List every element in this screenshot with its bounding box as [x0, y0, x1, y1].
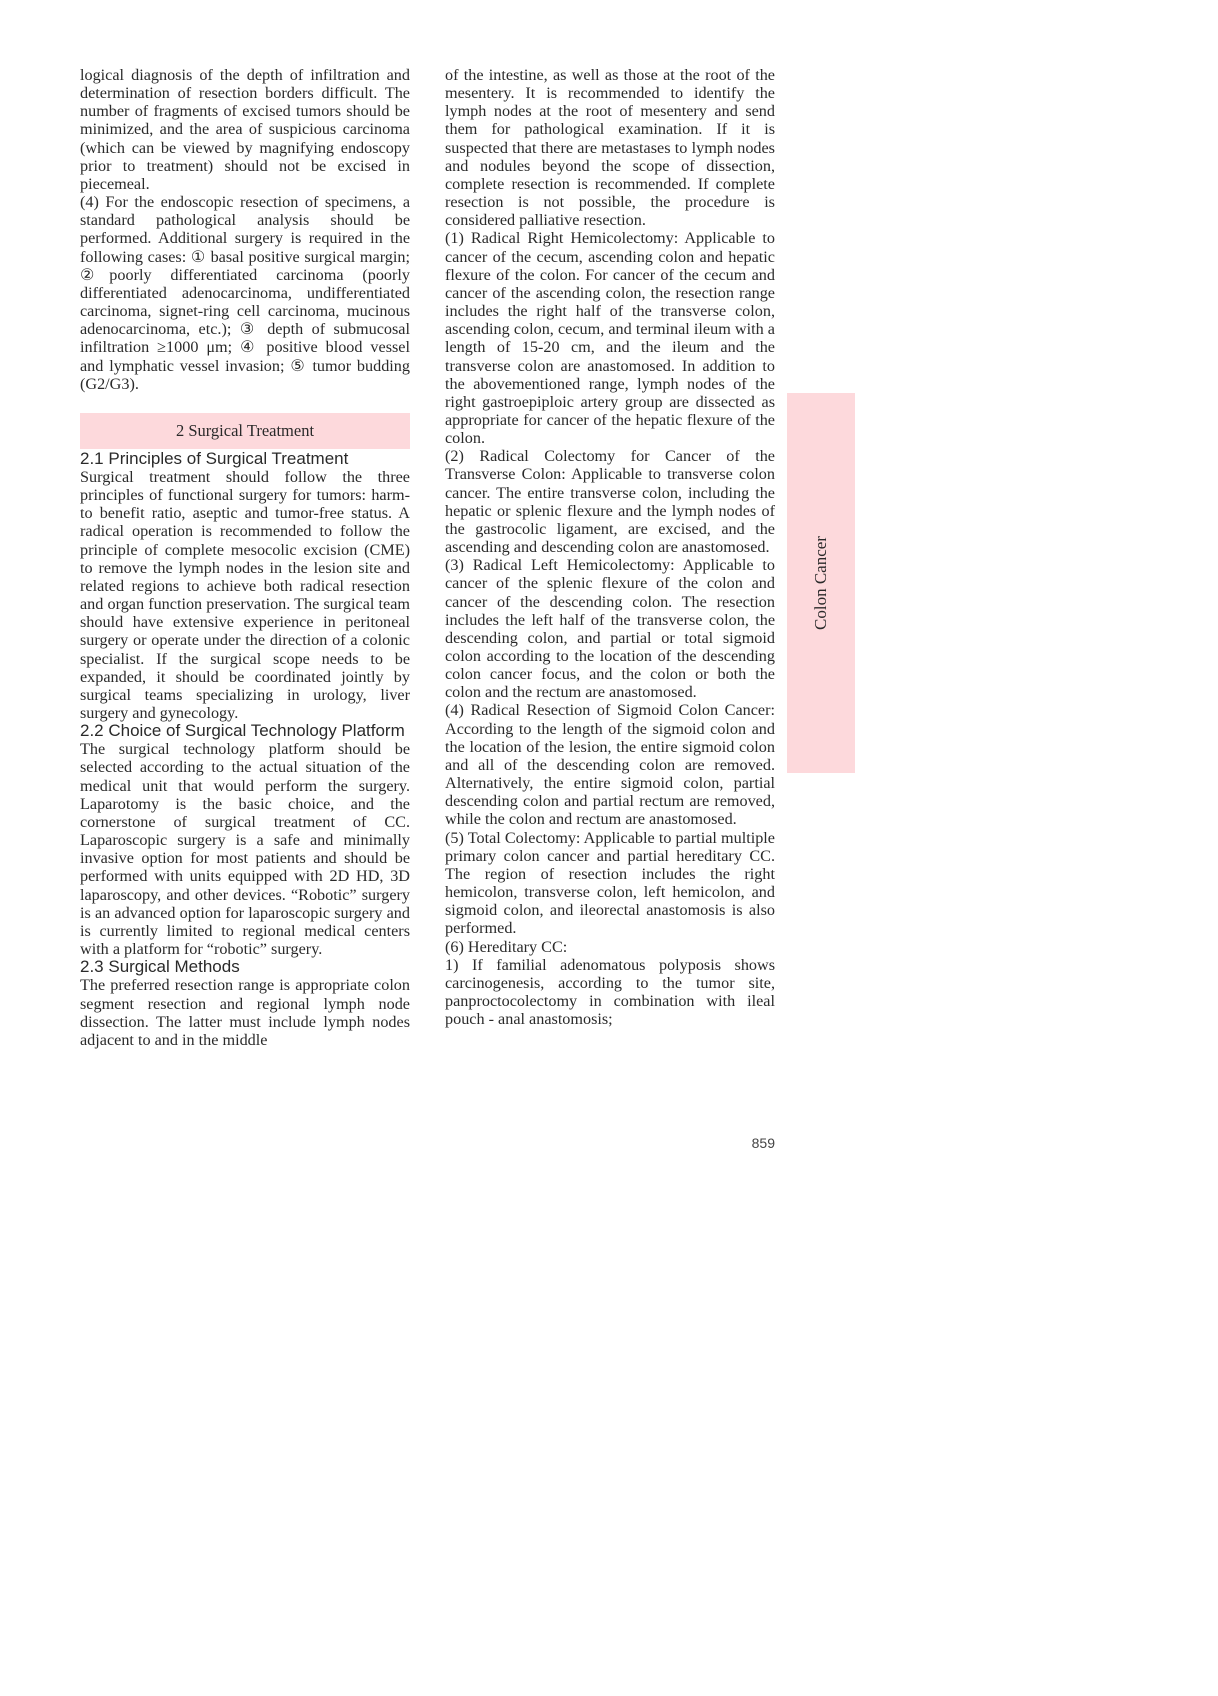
list-item-transverse-colectomy: (2) Radical Colectomy for Cancer of the Transverse Colon: Applicable to transverse colon cancer. The entire transverse colon, including the hepatic or splenic flexure and the lymph nodes of the gastrocolic ligament, are excised, and the ascending and descending colon are anastomosed. [445, 447, 775, 557]
right-column [445, 66, 775, 1028]
side-tab-colon-cancer [787, 393, 855, 773]
section-heading-surgical-treatment [80, 413, 410, 449]
paragraph-principles: Surgical treatment should follow the three principles of functional surgery for tumors: harm-to benefit ratio, aseptic and tumor-free status. A radical operation is recommended to follow the principle of complete mesocolic excision (CME) to remove the lymph nodes in the lesion site and related regions to achieve both radical resection and organ function preservation. The surgical team should have extensive experience in peritoneal surgery or operate under the direction of a colonic specialist. If the surgical scope needs to be expanded, it should be coordinated jointly by surgical teams specializing in urology, liver surgery and gynecology. [80, 467, 410, 722]
section-heading-text: 2 Surgical Treatment [175, 420, 315, 440]
paragraph-endoscopic-resection: (4) For the endoscopic resection of specimens, a standard pathological analysis should be performed. Additional surgery is required in the following cases: ① basal positive surgical margin; ②poorly differentiated carcinoma (poorly differentiated adenocarcinoma, undifferentiated carcinoma, signet-ring cell carcinoma, mucinous adenocarcinoma, etc.); ③ depth of submucosal infiltration ≥1000 μm; ④ positive blood vessel and lymphatic vessel invasion; ⑤ tumor budding (G2/G3). [80, 193, 410, 393]
heading-principles: 2.1 Principles of Surgical Treatment [80, 448, 349, 468]
page-number: 859 [751, 1135, 775, 1151]
paragraph-continued: of the intestine, as well as those at the root of the mesentery. It is recommended to identify the lymph nodes at the root of mesentery and send them for pathological examination. If it is suspected that there are metastases to lymph nodes and nodules beyond the scope of dissection, complete resection is recommended. If complete resection is not possible, the procedure is considered palliative resection. [445, 66, 775, 230]
list-item-left-hemicolectomy: (3) Radical Left Hemicolectomy: Applicable to cancer of the splenic flexure of the colon and cancer of the descending colon. The resection includes the left half of the transverse colon, the descending colon, and partial or total sigmoid colon according to the location of the descending colon cancer focus, and the colon or both the colon and the rectum are anastomosed. [445, 556, 775, 702]
paragraph-intro: logical diagnosis of the depth of infiltration and determination of resection borders difficult. The number of fragments of excised tumors should be minimized, and the area of suspicious carcinoma (which can be viewed by magnifying endoscopy prior to treatment) should not be excised in piecemeal. [80, 66, 410, 193]
paragraph-technology-platform: The surgical technology platform should be selected according to the actual situation of the medical unit that would perform the surgery. Laparotomy is the basic choice, and the cornerstone of surgical treatment of CC. Laparoscopic surgery is a safe and minimally invasive option for most patients and should be performed with units equipped with 2D HD, 3D laparoscopy, and other devices. “Robotic” surgery is an advanced option for laparoscopic surgery and is currently limited to regional medical centers with a platform for “robotic” surgery. [80, 740, 410, 959]
list-item-right-hemicolectomy: (1) Radical Right Hemicolectomy: Applicable to cancer of the cecum, ascending colon and hepatic flexure of the colon. For cancer of the cecum and cancer of the ascending colon, the resection range includes the right half of the transverse colon, ascending colon, cecum, and terminal ileum with a length of 15-20 cm, and the ileum and the transverse colon are anastomosed. In addition to the abovementioned range, lymph nodes of the right gastroepiploic artery group are dissected as appropriate for cancer of the hepatic flexure of the colon. [445, 229, 775, 448]
paragraph-surgical-methods: The preferred resection range is appropriate colon segment resection and regional lymph node dissection. The latter must include lymph nodes adjacent to and in the middle [80, 976, 410, 1049]
list-item-fap: 1) If familial adenomatous polyposis shows carcinogenesis, according to the tumor site, panproctocolectomy in combination with ileal pouch - anal anastomosis; [445, 955, 775, 1029]
left-column [80, 66, 410, 1049]
heading-surgical-methods: 2.3 Surgical Methods [80, 957, 240, 977]
side-tab-label: Colon Cancer [811, 536, 831, 630]
list-item-total-colectomy: (5) Total Colectomy: Applicable to partial multiple primary colon cancer and partial hereditary CC. The region of resection includes the right hemicolon, transverse colon, left hemicolon, and sigmoid colon, and ileorectal anastomosis is also performed. [445, 828, 775, 938]
list-item-hereditary-cc: (6) Hereditary CC: [445, 937, 568, 956]
heading-technology-platform: 2.2 Choice of Surgical Technology Platform [80, 721, 405, 741]
list-item-sigmoid-resection: (4) Radical Resection of Sigmoid Colon Cancer: According to the length of the sigmoid colon and the location of the lesion, the entire sigmoid colon and all of the descending colon are removed. Alternatively, the entire sigmoid colon, partial descending colon and partial rectum are removed, while the colon and rectum are anastomosed. [445, 701, 775, 829]
